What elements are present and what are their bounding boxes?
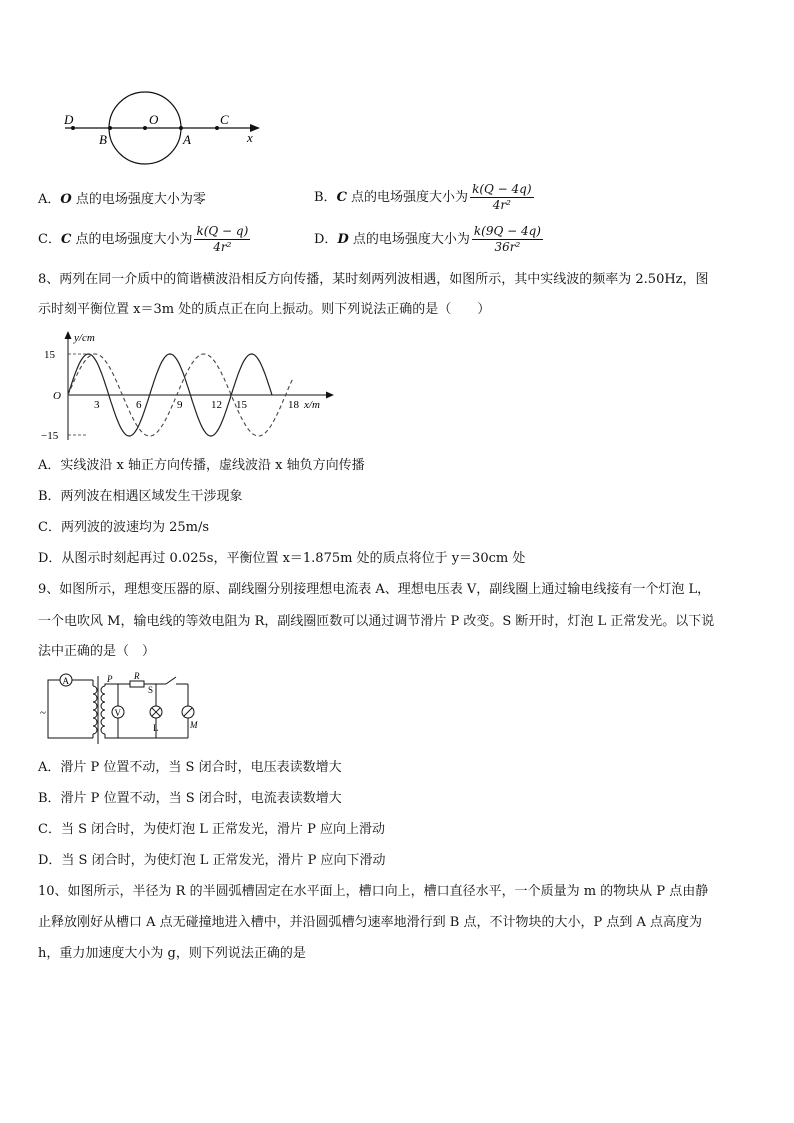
x-axis-label: x/m [304,399,320,411]
lamp-label: L [153,723,159,733]
label-O: O [149,112,159,127]
formula-fraction [472,224,543,255]
option-text: 点的电场强度大小为 [346,190,469,205]
formula-fraction [470,182,533,213]
x-tick-12: 12 [211,399,222,411]
primary-coil [93,686,97,734]
option-symbol: D [337,232,349,247]
q9-stem-line-2: 一个电吹风 M，输电线的等效电阻为 R，副线圈匝数可以通过调节滑片 P 改变。S 断开时，灯泡 L 正常发光。以下说 [38,614,715,629]
slider-label: P [107,674,113,684]
q8-wave-graph [40,328,340,448]
point-C [215,126,219,130]
fraction-numerator: k(9Q − 4q) [473,224,541,238]
voltmeter-label: V [114,708,121,718]
motor-label: M [190,720,198,730]
q8-option-c: C．两列波的波速均为 25m/s [38,520,209,535]
q9-option-b: B．滑片 P 位置不动，当 S 闭合时，电流表读数增大 [38,791,342,806]
q7-option-c [38,224,250,255]
resistor-label: R [134,672,140,681]
q8-option-a: A．实线波沿 x 轴正方向传播，虚线波沿 x 轴负方向传播 [38,458,365,473]
option-text: 点的电场强度大小为零 [71,192,206,207]
x-tick-15: 15 [236,399,247,411]
origin-label: O [53,390,61,402]
switch-label: S [148,685,154,695]
fraction-denominator: 36r² [494,240,521,254]
q9-option-d: D．当 S 闭合时，为使灯泡 L 正常发光，滑片 P 应向下滑动 [38,853,386,868]
switch-icon [166,677,176,684]
y-axis-label: y/cm [74,332,95,344]
primary-wire [48,680,93,738]
label-A: A [183,132,191,147]
option-symbol: O [60,192,72,207]
x-tick-3: 3 [94,399,100,411]
q10-stem-line-3: h，重力加速度大小为 g，则下列说法正确的是 [38,946,306,961]
option-letter: A． [38,192,61,207]
point-O [143,126,147,130]
point-A [179,126,183,130]
q8-option-b: B．两列波在相遇区域发生干涉现象 [38,489,243,504]
q8-stem-line-2: 示时刻平衡位置 x＝3m 处的质点正在向上振动。则下列说法正确的是（ ） [38,302,491,317]
y-axis-arrow [65,331,72,339]
option-letter: D． [314,232,338,247]
q9-option-a: A．滑片 P 位置不动，当 S 闭合时，电压表读数增大 [38,760,342,775]
x-axis-arrow [326,392,334,399]
ammeter-label: A [62,676,69,686]
fraction-denominator: 4r² [213,240,232,254]
label-B: B [99,132,107,147]
option-text: 点的电场强度大小为 [71,232,193,247]
q8-option-d: D．从图示时刻起再过 0.025s，平衡位置 x＝1.875m 处的质点将位于 y＝30cm 处 [38,551,526,566]
q8-stem-line-1: 8、两列在同一介质中的简谐横波沿相反方向传播，某时刻两列波相遇，如图所示，其中实线波的频率为 2.50Hz，图 [38,272,709,287]
q7-option-d [314,224,543,255]
q9-option-c: C．当 S 闭合时，为使灯泡 L 正常发光，滑片 P 应向上滑动 [38,822,386,837]
option-symbol: C [60,232,72,247]
q9-stem-line-1: 9、如图所示，理想变压器的原、副线圈分别接理想电流表 A、理想电压表 V，副线圈上通过输电线接有一个灯泡 L， [38,582,711,597]
resistor-icon [130,681,144,687]
fraction-numerator: k(Q − 4q) [472,182,532,196]
secondary-coil [101,686,105,734]
q9-circuit-diagram [38,672,208,746]
q10-stem-line-1: 10、如图所示，半径为 R 的半圆弧槽固定在水平面上，槽口向上，槽口直径水平，一个质量为 m 的物块从 P 点由静 [38,884,709,899]
slider-lead [105,684,112,686]
option-letter: C． [38,232,61,247]
fraction-numerator: k(Q − q) [196,224,249,238]
formula-fraction [194,224,250,255]
label-D: D [64,112,74,127]
label-C: C [220,112,229,127]
y-tick-15: 15 [44,349,55,361]
x-tick-18: 18 [288,399,299,411]
y-tick-minus-15: −15 [41,430,59,442]
q7-option-b [314,182,534,213]
q7-figure [55,88,270,168]
ac-source-label: ~ [40,707,46,719]
secondary-bottom-wire [105,734,188,738]
option-text: 点的电场强度大小为 [348,232,470,247]
point-B [108,126,112,130]
q9-stem-line-3: 法中正确的是（ ） [38,644,156,659]
label-x: x [247,130,253,145]
q7-option-a [38,190,206,210]
q10-stem-line-2: 止释放刚好从槽口 A 点无碰撞地进入槽中，并沿圆弧槽匀速率地滑行到 B 点，不计物块的大小，P 点到 A 点高度为 [38,915,703,930]
option-letter: B． [314,190,337,205]
x-tick-6: 6 [136,399,142,411]
option-symbol: C [336,190,347,205]
fraction-denominator: 4r² [492,198,511,212]
x-tick-9: 9 [177,399,183,411]
